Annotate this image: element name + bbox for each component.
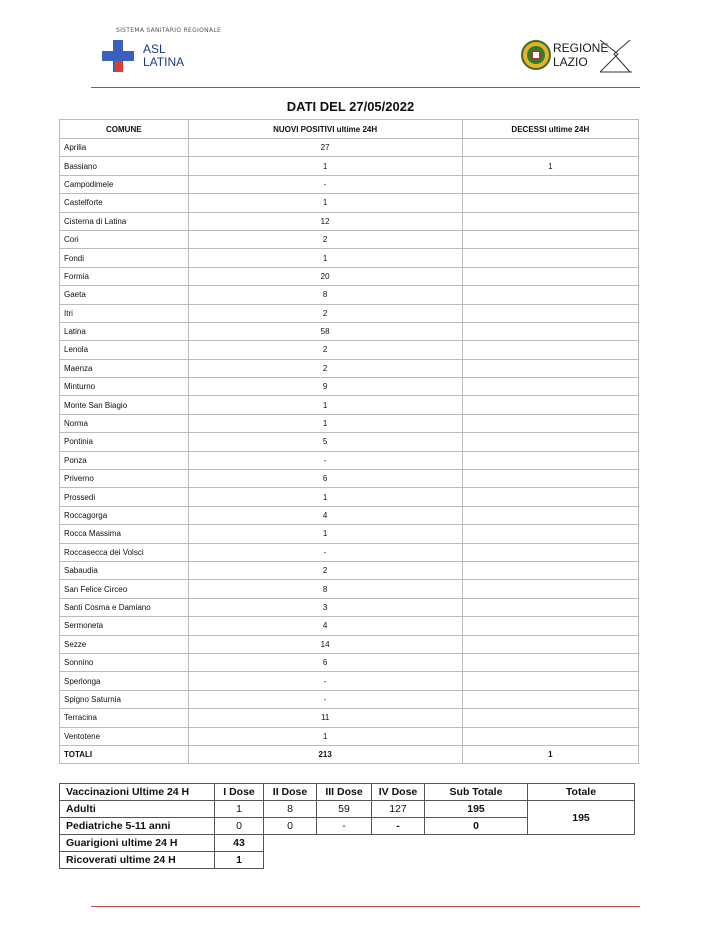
vacc-header-dose3: III Dose	[317, 784, 372, 801]
comune-cell: Norma	[60, 414, 189, 432]
decessi-cell	[462, 617, 638, 635]
vacc-adulti-dose2: 8	[264, 801, 317, 818]
decessi-cell	[462, 635, 638, 653]
comune-cell: Ventotene	[60, 727, 189, 745]
nuovi-positivi-cell: 2	[188, 561, 462, 579]
vacc-pediatriche-dose4: -	[372, 818, 425, 835]
asl-line1: ASL	[143, 42, 166, 56]
totals-row	[60, 745, 639, 763]
comune-cell: Formia	[60, 267, 189, 285]
vacc-pediatriche-dose2: 0	[264, 818, 317, 835]
regione-line1: REGIONE	[553, 41, 609, 55]
comune-cell: Sabaudia	[60, 561, 189, 579]
nuovi-positivi-cell: -	[188, 543, 462, 561]
vacc-header-dose2: II Dose	[264, 784, 317, 801]
decessi-cell	[462, 194, 638, 212]
decessi-cell	[462, 139, 638, 157]
vacc-adulti-label: Adulti	[60, 801, 215, 818]
table-row	[60, 635, 639, 653]
nuovi-positivi-cell: 2	[188, 341, 462, 359]
decessi-cell	[462, 561, 638, 579]
vacc-header-totale: Totale	[528, 784, 635, 801]
comune-cell: Pontinia	[60, 433, 189, 451]
decessi-cell	[462, 451, 638, 469]
table-row	[60, 230, 639, 248]
table-row	[60, 488, 639, 506]
table-row	[60, 580, 639, 598]
nuovi-positivi-cell: 8	[188, 286, 462, 304]
decessi-cell	[462, 672, 638, 690]
decessi-cell	[462, 322, 638, 340]
comune-cell: Itri	[60, 304, 189, 322]
ricoverati-label: Ricoverati ultime 24 H	[60, 852, 215, 869]
decessi-cell	[462, 359, 638, 377]
comune-cell: Campodimele	[60, 175, 189, 193]
comune-cell: Bassiano	[60, 157, 189, 175]
table-row	[60, 378, 639, 396]
table-row	[60, 470, 639, 488]
decessi-cell	[462, 230, 638, 248]
decessi-cell	[462, 267, 638, 285]
comune-cell: Castelforte	[60, 194, 189, 212]
decessi-cell	[462, 378, 638, 396]
comune-cell: Gaeta	[60, 286, 189, 304]
table-row	[60, 690, 639, 708]
table-row	[60, 341, 639, 359]
vacc-header-dose4: IV Dose	[372, 784, 425, 801]
header-decessi: DECESSI ultime 24H	[462, 120, 638, 139]
comune-cell: Lenola	[60, 341, 189, 359]
nuovi-positivi-cell: 9	[188, 378, 462, 396]
comune-cell: Rocca Massima	[60, 525, 189, 543]
decessi-cell	[462, 286, 638, 304]
nuovi-positivi-cell: 11	[188, 709, 462, 727]
table-row	[60, 543, 639, 561]
table-row	[60, 672, 639, 690]
vacc-pediatriche-dose1: 0	[215, 818, 264, 835]
comune-cell: Santi Cosma e Damiano	[60, 598, 189, 616]
table-row	[60, 414, 639, 432]
ricoverati-row	[60, 852, 635, 869]
comune-cell: Sezze	[60, 635, 189, 653]
asl-logo-icon	[102, 40, 134, 72]
comune-cell: Maenza	[60, 359, 189, 377]
vacc-pediatriche-dose3: -	[317, 818, 372, 835]
decessi-cell	[462, 727, 638, 745]
nuovi-positivi-cell: 1	[188, 727, 462, 745]
nuovi-positivi-cell: 6	[188, 470, 462, 488]
table-row	[60, 359, 639, 377]
asl-line2: LATINA	[143, 55, 185, 69]
guarigioni-row	[60, 835, 635, 852]
vacc-adulti-dose4: 127	[372, 801, 425, 818]
nuovi-positivi-cell: -	[188, 672, 462, 690]
positivi-table	[59, 119, 639, 764]
vacc-row-adulti	[60, 801, 635, 818]
vacc-header-row	[60, 784, 635, 801]
regione-lazio-emblem-icon	[521, 40, 551, 70]
comune-cell: Priverno	[60, 470, 189, 488]
vacc-pediatriche-subtotale: 0	[425, 818, 528, 835]
table-row	[60, 212, 639, 230]
table-row	[60, 727, 639, 745]
table-row	[60, 322, 639, 340]
nuovi-positivi-cell: 12	[188, 212, 462, 230]
comune-cell: Prossedi	[60, 488, 189, 506]
table-row	[60, 617, 639, 635]
nuovi-positivi-cell: 14	[188, 635, 462, 653]
totali-positivi: 213	[188, 745, 462, 763]
vacc-adulti-dose1: 1	[215, 801, 264, 818]
table-row	[60, 451, 639, 469]
table-row	[60, 653, 639, 671]
nuovi-positivi-cell: 1	[188, 157, 462, 175]
comune-cell: Cisterna di Latina	[60, 212, 189, 230]
table-row	[60, 396, 639, 414]
decessi-cell: 1	[462, 157, 638, 175]
nuovi-positivi-cell: 2	[188, 304, 462, 322]
comune-cell: Sonnino	[60, 653, 189, 671]
guarigioni-value: 43	[215, 835, 264, 852]
decessi-cell	[462, 543, 638, 561]
table-row	[60, 175, 639, 193]
comune-cell: Fondi	[60, 249, 189, 267]
nuovi-positivi-cell: -	[188, 175, 462, 193]
nuovi-positivi-cell: -	[188, 451, 462, 469]
nuovi-positivi-cell: -	[188, 690, 462, 708]
comune-cell: Minturno	[60, 378, 189, 396]
comune-cell: Terracina	[60, 709, 189, 727]
comune-cell: Roccasecca dei Volsci	[60, 543, 189, 561]
totali-label: TOTALI	[60, 745, 189, 763]
nuovi-positivi-cell: 1	[188, 525, 462, 543]
header-nuovi-positivi: NUOVI POSITIVI ultime 24H	[188, 120, 462, 139]
nuovi-positivi-cell: 58	[188, 322, 462, 340]
page-title: DATI DEL 27/05/2022	[286, 99, 415, 114]
table-row	[60, 433, 639, 451]
nuovi-positivi-cell: 1	[188, 396, 462, 414]
nuovi-positivi-cell: 20	[188, 267, 462, 285]
table-row	[60, 709, 639, 727]
comune-cell: Monte San Biagio	[60, 396, 189, 414]
table-row	[60, 267, 639, 285]
table-row	[60, 157, 639, 175]
table-row	[60, 194, 639, 212]
vaccinazioni-table	[59, 783, 635, 869]
vacc-adulti-dose3: 59	[317, 801, 372, 818]
table-row	[60, 598, 639, 616]
vacc-totale: 195	[528, 801, 635, 835]
nuovi-positivi-cell: 1	[188, 194, 462, 212]
footer-divider	[91, 906, 640, 907]
table-row	[60, 561, 639, 579]
comune-cell: Aprilia	[60, 139, 189, 157]
decessi-cell	[462, 488, 638, 506]
decessi-cell	[462, 396, 638, 414]
positivi-table-body	[60, 139, 639, 764]
comune-cell: San Felice Circeo	[60, 580, 189, 598]
totali-decessi: 1	[462, 745, 638, 763]
decessi-cell	[462, 414, 638, 432]
comune-cell: Roccagorga	[60, 506, 189, 524]
nuovi-positivi-cell: 2	[188, 230, 462, 248]
guarigioni-label: Guarigioni ultime 24 H	[60, 835, 215, 852]
nuovi-positivi-cell: 1	[188, 488, 462, 506]
table-header-row	[60, 120, 639, 139]
header-divider	[91, 87, 640, 88]
nuovi-positivi-cell: 6	[188, 653, 462, 671]
header-comune: COMUNE	[60, 120, 189, 139]
decessi-cell	[462, 709, 638, 727]
table-row	[60, 286, 639, 304]
table-row	[60, 139, 639, 157]
nuovi-positivi-cell: 4	[188, 617, 462, 635]
comune-cell: Sperlonga	[60, 672, 189, 690]
nuovi-positivi-cell: 27	[188, 139, 462, 157]
decessi-cell	[462, 506, 638, 524]
decessi-cell	[462, 598, 638, 616]
nuovi-positivi-cell: 3	[188, 598, 462, 616]
vacc-header-subtotale: Sub Totale	[425, 784, 528, 801]
comune-cell: Spigno Saturnia	[60, 690, 189, 708]
sistema-sanitario-label: SISTEMA SANITARIO REGIONALE	[116, 27, 222, 34]
regione-lazio-chevron-icon	[600, 38, 634, 74]
comune-cell: Cori	[60, 230, 189, 248]
nuovi-positivi-cell: 2	[188, 359, 462, 377]
vacc-pediatriche-label: Pediatriche 5-11 anni	[60, 818, 215, 835]
comune-cell: Ponza	[60, 451, 189, 469]
decessi-cell	[462, 470, 638, 488]
comune-cell: Latina	[60, 322, 189, 340]
table-row	[60, 249, 639, 267]
decessi-cell	[462, 653, 638, 671]
decessi-cell	[462, 341, 638, 359]
nuovi-positivi-cell: 5	[188, 433, 462, 451]
table-row	[60, 506, 639, 524]
regione-line2: LAZIO	[553, 55, 588, 69]
decessi-cell	[462, 580, 638, 598]
nuovi-positivi-cell: 8	[188, 580, 462, 598]
table-row	[60, 525, 639, 543]
nuovi-positivi-cell: 1	[188, 414, 462, 432]
vacc-adulti-subtotale: 195	[425, 801, 528, 818]
decessi-cell	[462, 690, 638, 708]
decessi-cell	[462, 249, 638, 267]
vacc-header-dose1: I Dose	[215, 784, 264, 801]
decessi-cell	[462, 525, 638, 543]
nuovi-positivi-cell: 4	[188, 506, 462, 524]
asl-logo-text	[143, 43, 184, 69]
vacc-header-label: Vaccinazioni Ultime 24 H	[60, 784, 215, 801]
decessi-cell	[462, 175, 638, 193]
nuovi-positivi-cell: 1	[188, 249, 462, 267]
comune-cell: Sermoneta	[60, 617, 189, 635]
decessi-cell	[462, 433, 638, 451]
table-row	[60, 304, 639, 322]
decessi-cell	[462, 304, 638, 322]
ricoverati-value: 1	[215, 852, 264, 869]
decessi-cell	[462, 212, 638, 230]
